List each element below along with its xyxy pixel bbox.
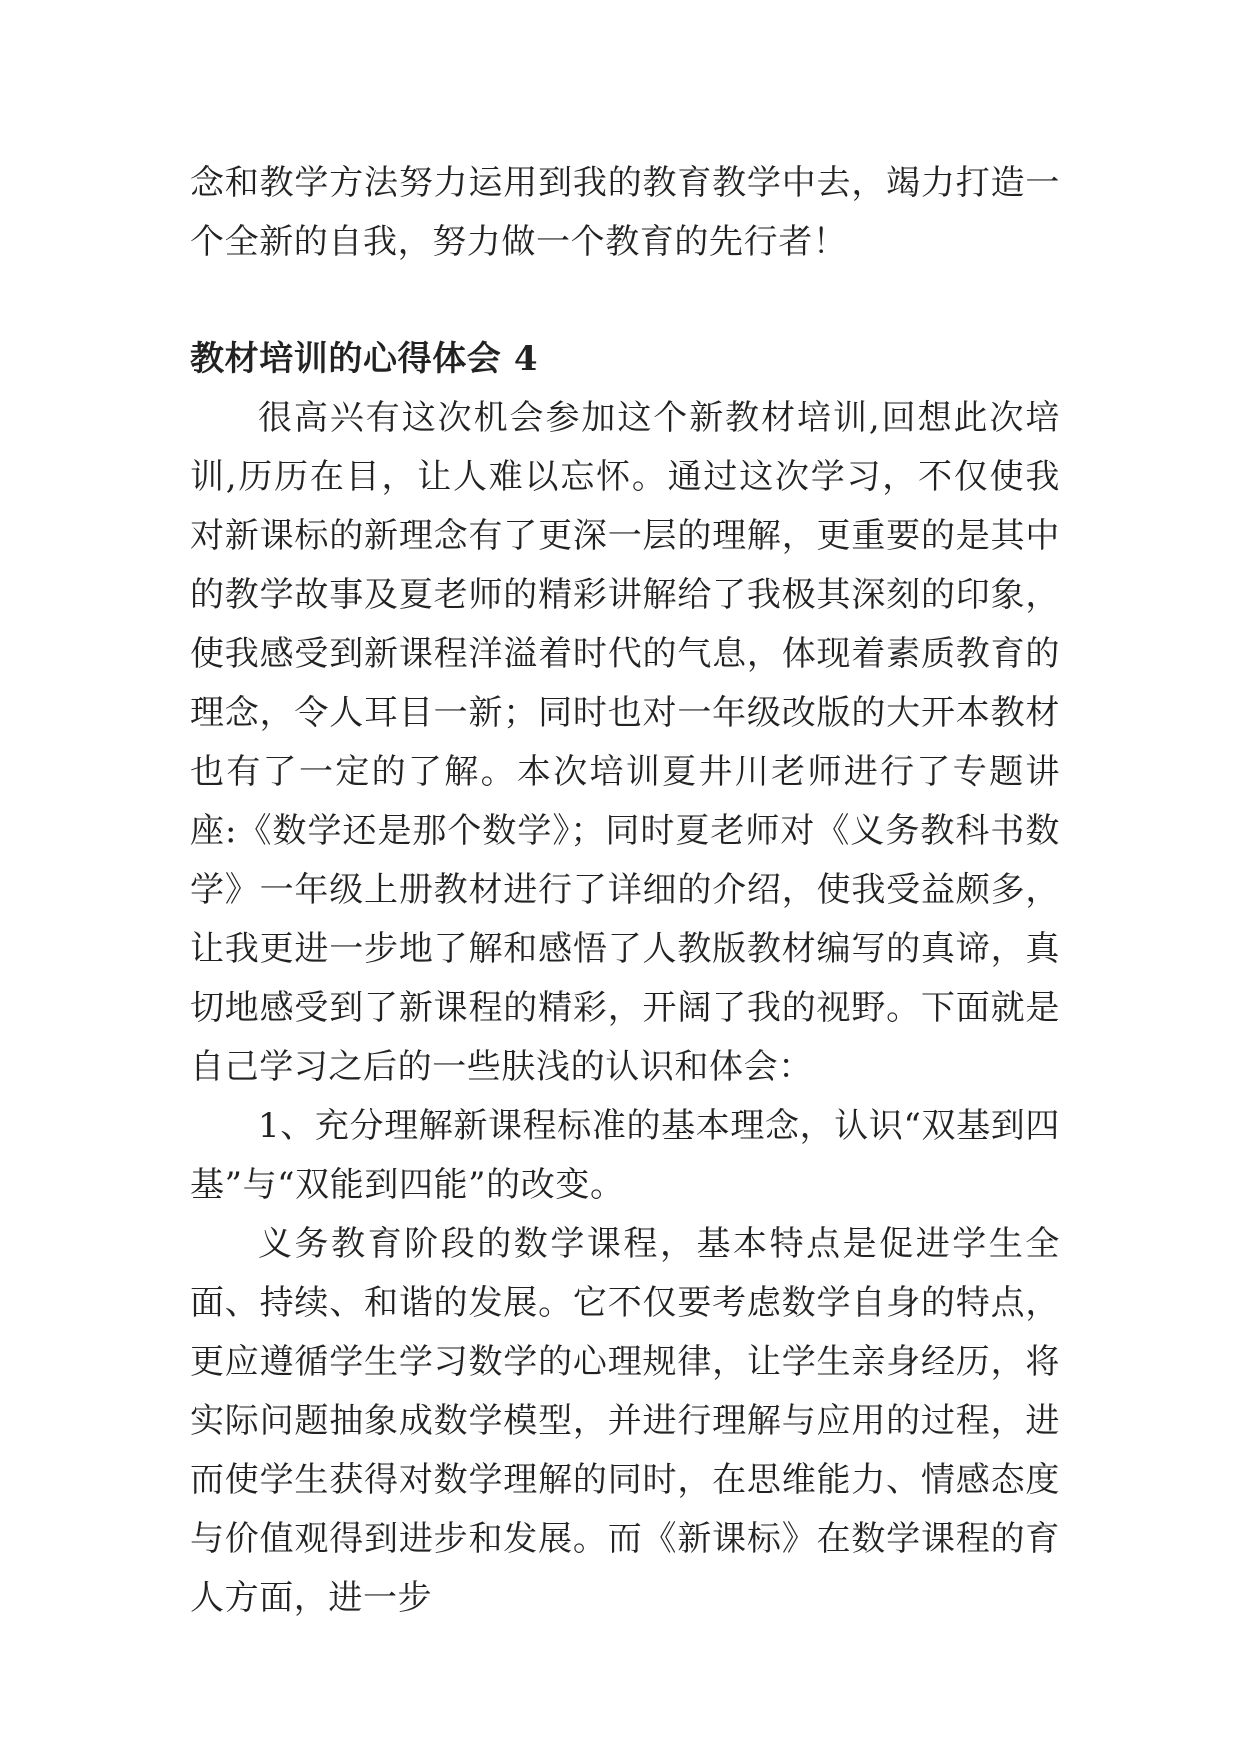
paragraph-intro: 很高兴有这次机会参加这个新教材培训,回想此次培训,历历在目，让人难以忘怀。通过这次学习，不仅使我对新课标的新理念有了更深一层的理解，更重要的是其中的教学故事及夏老师的精彩讲解给了我极其深刻的印象，使我感受到新课程洋溢着时代的气息，体现着素质教育的理念，令人耳目一新；同时也对一年级改版的大开本教材也有了一定的了解。本次培训夏井川老师进行了专题讲座:《数学还是那个数学》；同时夏老师对《义务教科书数学》一年级上册教材进行了详细的介绍，使我受益颇多，让我更进一步地了解和感悟了人教版教材编写的真谛，真切地感受到了新课程的精彩，开阔了我的视野。下面就是自己学习之后的一些肤浅的认识和体会： (190, 398, 1060, 1087)
paragraph-compulsory-education: 义务教育阶段的数学课程，基本特点是促进学生全面、持续、和谐的发展。它不仅要考虑数学自身的特点，更应遵循学生学习数学的心理规律，让学生亲身经历，将实际问题抽象成数学模型，并进行理解与应用的过程，进而使学生获得对数学理解的同时，在思维能力、情感态度与价值观得到进步和发展。而《新课标》在数学课程的育人方面，进一步 (190, 1224, 1060, 1618)
paragraph-text: 念和教学方法努力运用到我的教育教学中去，竭力打造一个全新的自我，努力做一个教育的先行者！ (190, 163, 1060, 262)
continuation-paragraph (190, 154, 1060, 272)
section-heading: 教材培训的心得体会 4 (190, 339, 539, 379)
paragraph-point-1: 1、充分理解新课程标准的基本理念，认识“双基到四基”与“双能到四能”的改变。 (190, 1106, 1060, 1205)
section-body (190, 389, 1060, 1628)
